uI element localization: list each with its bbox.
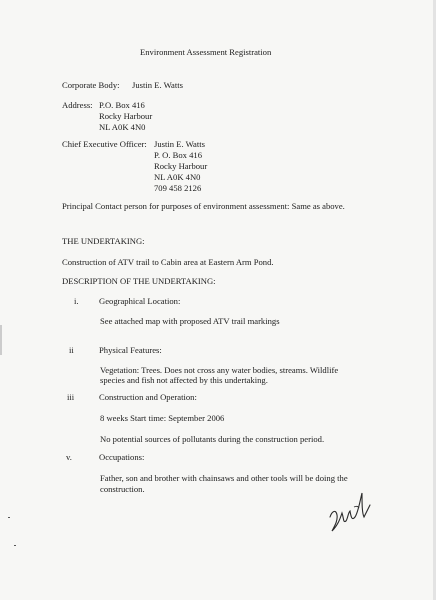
corporate-body-label: Corporate Body:: [62, 80, 120, 90]
ceo-line: Justin E. Watts: [154, 139, 205, 149]
undertaking-text: Construction of ATV trail to Cabin area at Eastern Arm Pond.: [62, 257, 274, 267]
section-heading: Physical Features:: [99, 345, 162, 355]
scan-speck: [8, 517, 10, 518]
ceo-line: Rocky Harbour: [154, 161, 208, 171]
section-text: 8 weeks Start time: September 2006: [100, 413, 225, 423]
document-title: Environment Assessment Registration: [140, 47, 272, 57]
section-number: ii: [69, 345, 74, 355]
section-text: Father, son and brother with chainsaws and other tools will be doing the: [100, 473, 348, 483]
section-heading: Occupations:: [99, 452, 145, 462]
ceo-line: P. O. Box 416: [154, 150, 202, 160]
address-line: P.O. Box 416: [99, 100, 145, 110]
section-number: iii: [67, 392, 75, 402]
ceo-label: Chief Executive Officer:: [62, 139, 147, 149]
address-line: Rocky Harbour: [99, 111, 153, 121]
address-label: Address:: [62, 100, 93, 110]
corporate-body-value: Justin E. Watts: [132, 80, 183, 90]
principal-contact: Principal Contact person for purposes of environment assessment: Same as above.: [62, 201, 345, 211]
address-line: NL A0K 4N0: [99, 122, 146, 132]
undertaking-heading: THE UNDERTAKING:: [62, 236, 145, 246]
scan-mark: [0, 325, 2, 355]
section-number: i.: [74, 296, 79, 306]
section-text: construction.: [100, 484, 145, 494]
section-text: Vegetation: Trees. Does not cross any water bodies, streams. Wildlife: [100, 365, 339, 375]
scan-speck: [14, 545, 16, 546]
ceo-line: NL A0K 4N0: [154, 172, 201, 182]
section-text: See attached map with proposed ATV trail markings: [100, 316, 280, 326]
ceo-line: 709 458 2126: [154, 183, 202, 193]
signature-mark: [324, 487, 372, 535]
section-heading: Geographical Location:: [99, 296, 181, 306]
description-heading: DESCRIPTION OF THE UNDERTAKING:: [62, 276, 216, 286]
section-number: v.: [66, 452, 72, 462]
section-heading: Construction and Operation:: [99, 392, 197, 402]
section-text: No potential sources of pollutants during the construction period.: [100, 434, 325, 444]
section-text: species and fish not affected by this undertaking.: [100, 375, 268, 385]
